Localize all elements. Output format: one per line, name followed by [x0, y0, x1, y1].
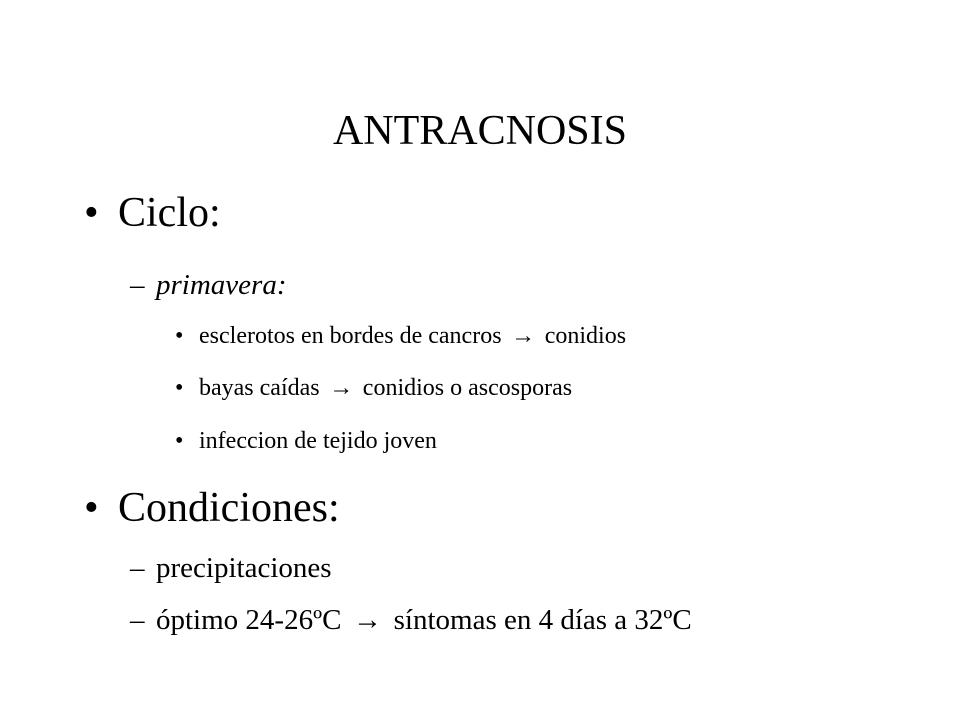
- section-heading-condiciones: Condiciones:: [118, 485, 340, 531]
- item-text: precipitaciones: [156, 552, 332, 584]
- list-item: [130, 600, 910, 640]
- bullet-icon: •: [84, 190, 99, 236]
- bullet-icon: •: [84, 485, 99, 531]
- item-text: óptimo 24-26ºC: [156, 604, 342, 636]
- bullet-icon: •: [175, 428, 184, 454]
- section-condiciones: [84, 480, 484, 536]
- dash-icon: –: [130, 269, 145, 301]
- list-item: [175, 371, 895, 405]
- bullet-icon: •: [175, 323, 184, 349]
- slide-title: ANTRACNOSIS: [332, 108, 628, 154]
- item-text: síntomas en 4 días a 32ºC: [393, 604, 692, 636]
- item-text: bayas caídas: [199, 375, 320, 401]
- item-text: infeccion de tejido joven: [199, 428, 437, 454]
- right-arrow-icon: →: [511, 323, 536, 349]
- list-item: [175, 319, 895, 353]
- right-arrow-icon: →: [353, 604, 383, 636]
- item-text: esclerotos en bordes de cancros: [199, 323, 502, 349]
- item-text: conidios o ascosporas: [362, 375, 573, 401]
- section-heading-ciclo: Ciclo:: [118, 190, 221, 236]
- dash-icon: –: [130, 604, 145, 636]
- subsection-primavera: [130, 265, 430, 305]
- list-item: [130, 548, 830, 588]
- section-ciclo: [84, 185, 384, 241]
- list-item: [175, 424, 895, 458]
- bullet-icon: •: [175, 375, 184, 401]
- subsection-label-primavera: primavera:: [156, 269, 287, 301]
- item-text: conidios: [544, 323, 627, 349]
- right-arrow-icon: →: [329, 375, 354, 401]
- dash-icon: –: [130, 552, 145, 584]
